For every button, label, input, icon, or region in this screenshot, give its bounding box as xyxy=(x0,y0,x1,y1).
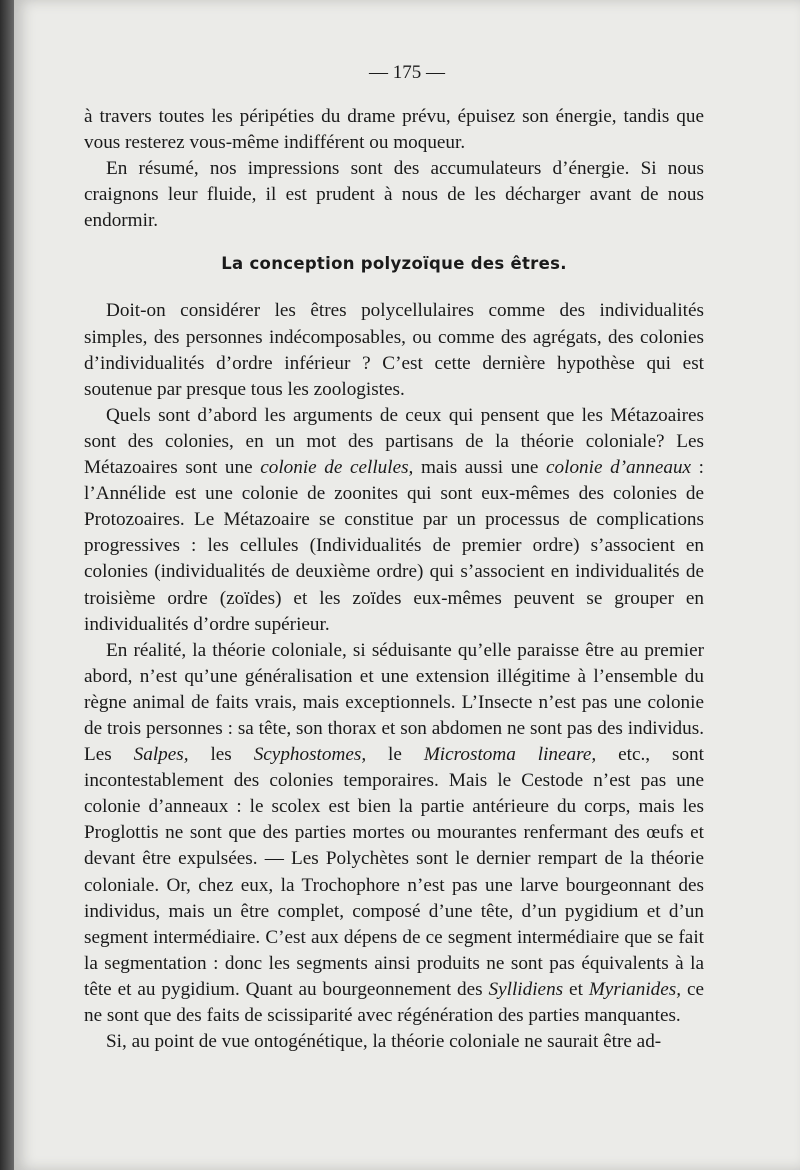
text-run: les xyxy=(188,744,254,766)
paragraph-critique xyxy=(84,638,704,1029)
text-run: et xyxy=(563,978,589,1000)
section-title: La conception polyzoïque des êtres. xyxy=(221,254,567,274)
paragraph-intro-question: Doit-on considérer les êtres polycellulaires comme des individualités simples, des personnes indécomposables, ou comme des agrégats, des colonies d’individualités d’ordre inférieur ? C’est cette dernière hypothèse qui est soutenue par presque tous les zoologistes. xyxy=(84,300,704,400)
paragraph-continued: à travers toutes les péripéties du drame prévu, épuisez son énergie, tandis que vous resterez vous-même indifférent ou moqueur. xyxy=(84,106,704,154)
body-text xyxy=(84,104,704,1055)
text-run: : l’Annélide est une colonie de zoonites qui sont eux-mêmes des colonies de Protozoaires. Le Métazoaire se constitue par un processus de complications progressives : les cellules (Individualités de premier ordre) s’associent en colonies (individualités de deuxième ordre) qui s’associent en individualités de troisième ordre (zoïdes) et les zoïdes eux-mêmes peuvent se grouper en individualités d’ordre supérieur. xyxy=(84,457,704,635)
book-page xyxy=(14,0,800,1170)
italic-term: colonie de cellules, xyxy=(260,457,414,479)
italic-term: colonie d’anneaux xyxy=(546,457,692,479)
italic-term: Syllidiens xyxy=(488,978,564,1000)
text-run: ce ne sont que des faits de scissiparité avec régénération des parties manquantes. xyxy=(84,978,704,1026)
text-run: Quels sont d’abord les arguments de ceux qui pensent que les Métazoaires sont des colonies, en un mot des partisans de la théorie coloniale? Les Métazoaires sont une xyxy=(84,404,704,479)
text-run: mais aussi une xyxy=(413,457,547,479)
italic-term: Salpes, xyxy=(133,744,189,766)
italic-term: Scyphostomes, xyxy=(253,744,367,766)
paragraph-ontogenetic: Si, au point de vue ontogénétique, la théorie coloniale ne saurait être ad- xyxy=(106,1031,662,1053)
italic-term: Microstoma lineare, xyxy=(423,744,597,766)
book-spine-shadow xyxy=(0,0,14,1170)
paragraph-colonial-theory xyxy=(84,403,704,638)
text-run: En réalité, la théorie coloniale, si séduisante qu’elle paraisse être au premier abord, n’est qu’une généralisation et une extension illégitime à l’ensemble du règne animal de faits vrais, mais exceptionnels. L’Insecte n’est pas une colonie de trois personnes : sa tête, son thorax et son abdomen ne sont pas des individus. Les xyxy=(84,639,704,766)
text-run: etc., sont incontestablement des colonies temporaires. Mais le Cestode n’est pas une colonie d’anneaux : le scolex est bien la partie antérieure du corps, mais les Proglottis ne sont que des parties mortes ou mourantes renfermant des œufs et devant être expulsées. — Les Polychètes sont le dernier rempart de la théorie coloniale. Or, chez eux, la Trochophore n’est pas une larve bourgeonnant des individus, mais un être complet, composé d’une tête, d’un pygidium et d’un segment intermédiaire. C’est aux dépens de ce segment intermédiaire que se fait la segmentation : donc les segments ainsi produits ne sont pas équivalents à la tête et au pygidium. Quant au bourgeonnement des xyxy=(84,744,704,1000)
paragraph-summary: En résumé, nos impressions sont des accumulateurs d’énergie. Si nous craignons leur fluide, il est prudent à nous de les décharger avant de nous endormir. xyxy=(84,158,704,232)
page-number: — 175 — xyxy=(369,62,445,83)
italic-term: Myrianides, xyxy=(588,978,682,1000)
text-run: le xyxy=(366,744,424,766)
